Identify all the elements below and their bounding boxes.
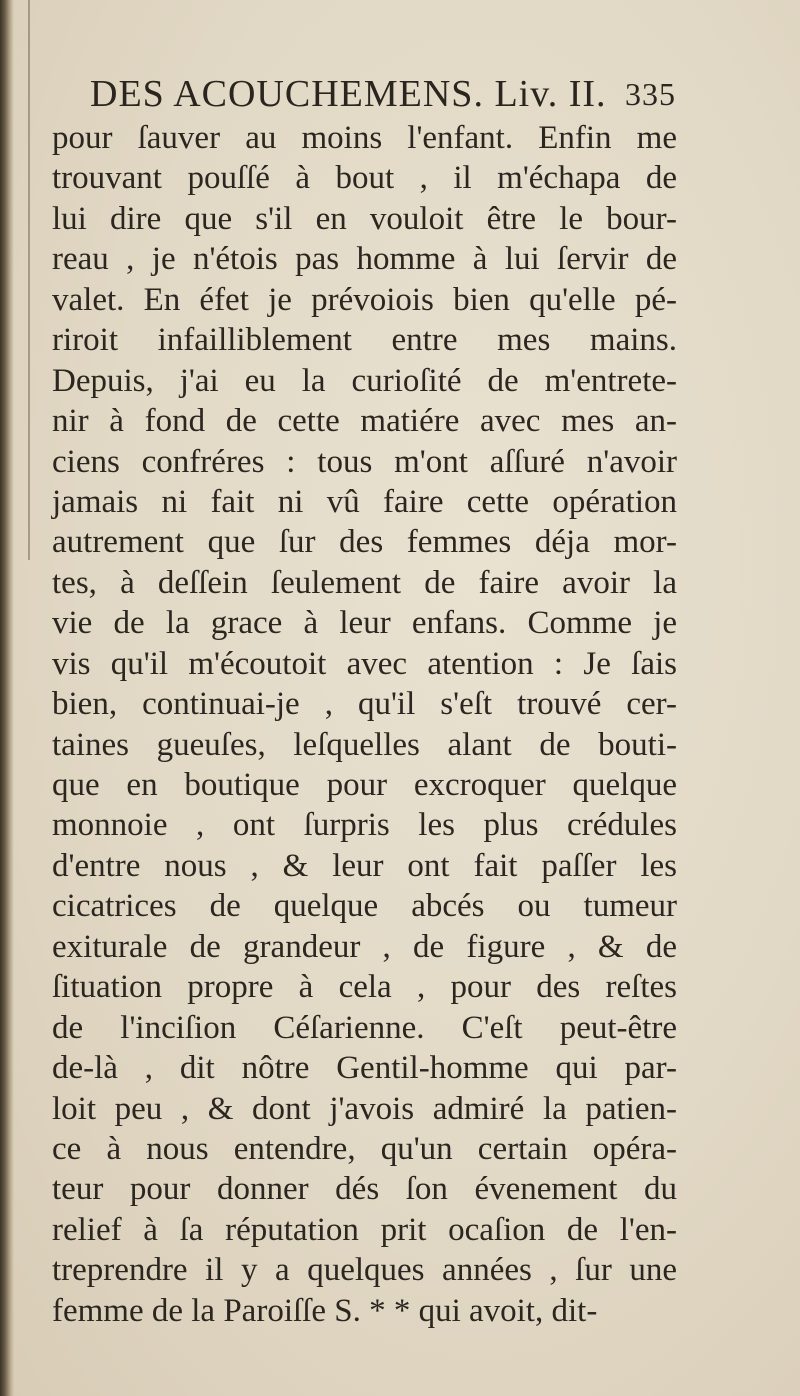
body-text [52, 118, 677, 1331]
text-line: exiturale de grandeur , de figure , & de [52, 928, 677, 965]
text-line: reau , je n'étois pas homme à lui ſervir de [52, 241, 677, 278]
text-line: treprendre il y a quelques années , ſur une [52, 1252, 677, 1289]
text-line: loit peu , & dont j'avois admiré la patien- [52, 1090, 677, 1127]
text-line: femme de la Paroiſſe S. * * qui avoit, dit- [52, 1292, 598, 1329]
text-line: trouvant pouſſé à bout , il m'échapa de [52, 160, 677, 197]
text-line: ciens confréres : tous m'ont aſſuré n'avoir [52, 443, 677, 480]
text-line: que en boutique pour excroquer quelque [52, 767, 677, 803]
text-line: vie de la grace à leur enfans. Comme je [52, 605, 677, 642]
text-line: bien, continuai-je , qu'il s'eſt trouvé cer- [52, 686, 677, 723]
text-line: d'entre nous , & leur ont fait paſſer les [52, 847, 677, 884]
text-line: vis qu'il m'écoutoit avec atention : Je ſais [52, 645, 677, 682]
text-line: de l'inciſion Céſarienne. C'eſt peut-être [52, 1009, 677, 1046]
binding-shadow-line [28, 0, 30, 560]
text-line: tes, à deſſein ſeulement de faire avoir la [52, 564, 677, 601]
text-line: autrement que ſur des femmes déja mor- [52, 524, 677, 561]
binding-edge [0, 0, 14, 1396]
text-line: ce à nous entendre, qu'un certain opéra- [52, 1130, 677, 1167]
text-line: lui dire que s'il en vouloit être le bour- [52, 200, 677, 237]
page-number: 335 [625, 76, 676, 112]
text-line: relief à ſa réputation prit ocaſion de l'en- [52, 1211, 677, 1248]
text-line: valet. En éfet je prévoiois bien qu'elle pé- [52, 281, 677, 318]
text-line: pour ſauver au moins l'enfant. Enfin me [52, 120, 677, 156]
text-line: Depuis, j'ai eu la curioſité de m'entrete- [52, 362, 677, 399]
text-line: ſituation propre à cela , pour des reſtes [52, 969, 677, 1006]
text-line: nir à fond de cette matiére avec mes an- [52, 403, 677, 440]
text-line: monnoie , ont ſurpris les plus crédules [52, 807, 677, 844]
text-line: taines gueuſes, leſquelles alant de bouti- [52, 726, 677, 763]
running-head [90, 72, 676, 122]
text-line: cicatrices de quelque abcés ou tumeur [52, 888, 677, 925]
text-line: teur pour donner dés ſon évenement du [52, 1171, 677, 1208]
text-line: de-là , dit nôtre Gentil-homme qui par- [52, 1050, 677, 1087]
text-line: jamais ni fait ni vû faire cette opération [52, 483, 677, 520]
running-head-title: DES ACOUCHEMENS. Liv. II. [90, 73, 607, 115]
text-line: riroit infailliblement entre mes mains. [52, 322, 677, 359]
